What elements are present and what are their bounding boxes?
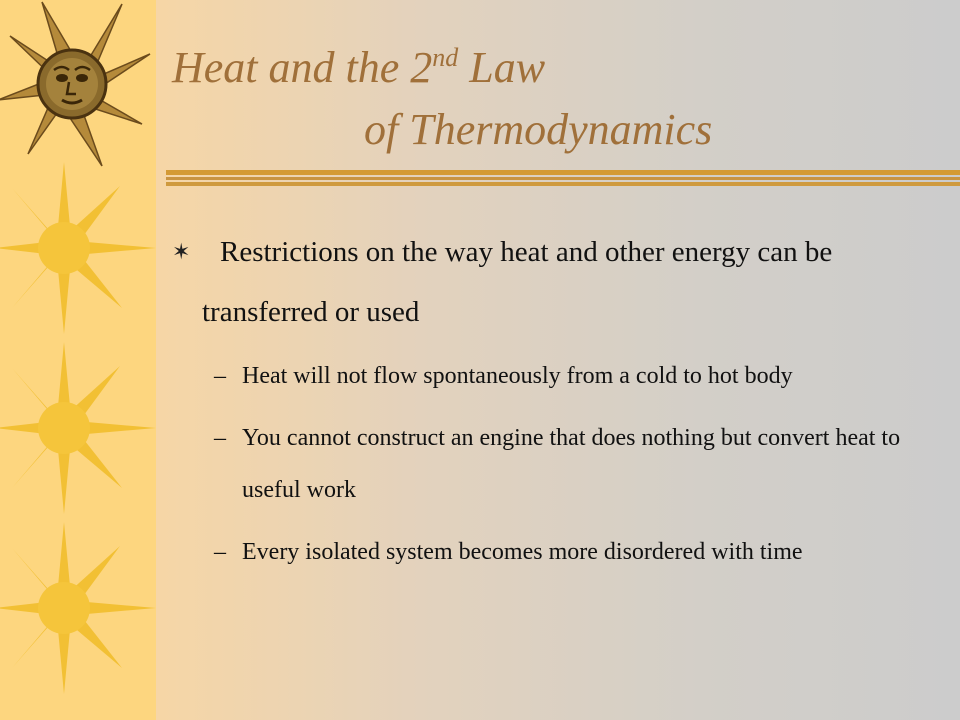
title-divider <box>166 170 960 190</box>
main-bullet-text: Restrictions on the way heat and other energy can be transferred or used <box>202 236 833 328</box>
sun-sidebar-art <box>0 0 156 720</box>
sun-shape-icon <box>0 162 156 334</box>
dash-bullet: – <box>214 363 226 389</box>
sun-face-icon <box>0 2 150 166</box>
sun-shape-icon <box>0 342 156 514</box>
title-line-1: Heat and the 2nd Law <box>172 43 546 92</box>
sub-bullet-text: Every isolated system becomes more disordered with time <box>242 539 803 565</box>
sun-shape-icon <box>0 522 156 694</box>
sub-bullet <box>214 412 934 516</box>
dash-bullet: – <box>214 425 226 451</box>
main-bullet <box>172 222 942 342</box>
dash-bullet: – <box>214 539 226 565</box>
sub-bullet-text: Heat will not flow spontaneously from a cold to hot body <box>242 363 793 389</box>
sub-bullet <box>214 350 934 402</box>
sub-bullet-text: You cannot construct an engine that does nothing but convert heat to useful work <box>242 425 901 503</box>
star-bullet-icon: ✶ <box>172 239 191 264</box>
sub-bullet <box>214 526 934 578</box>
sub-bullet-list <box>214 350 934 588</box>
sun-sidebar <box>0 0 156 720</box>
slide-title <box>172 40 712 158</box>
title-line-2: of Thermodynamics <box>364 105 713 154</box>
